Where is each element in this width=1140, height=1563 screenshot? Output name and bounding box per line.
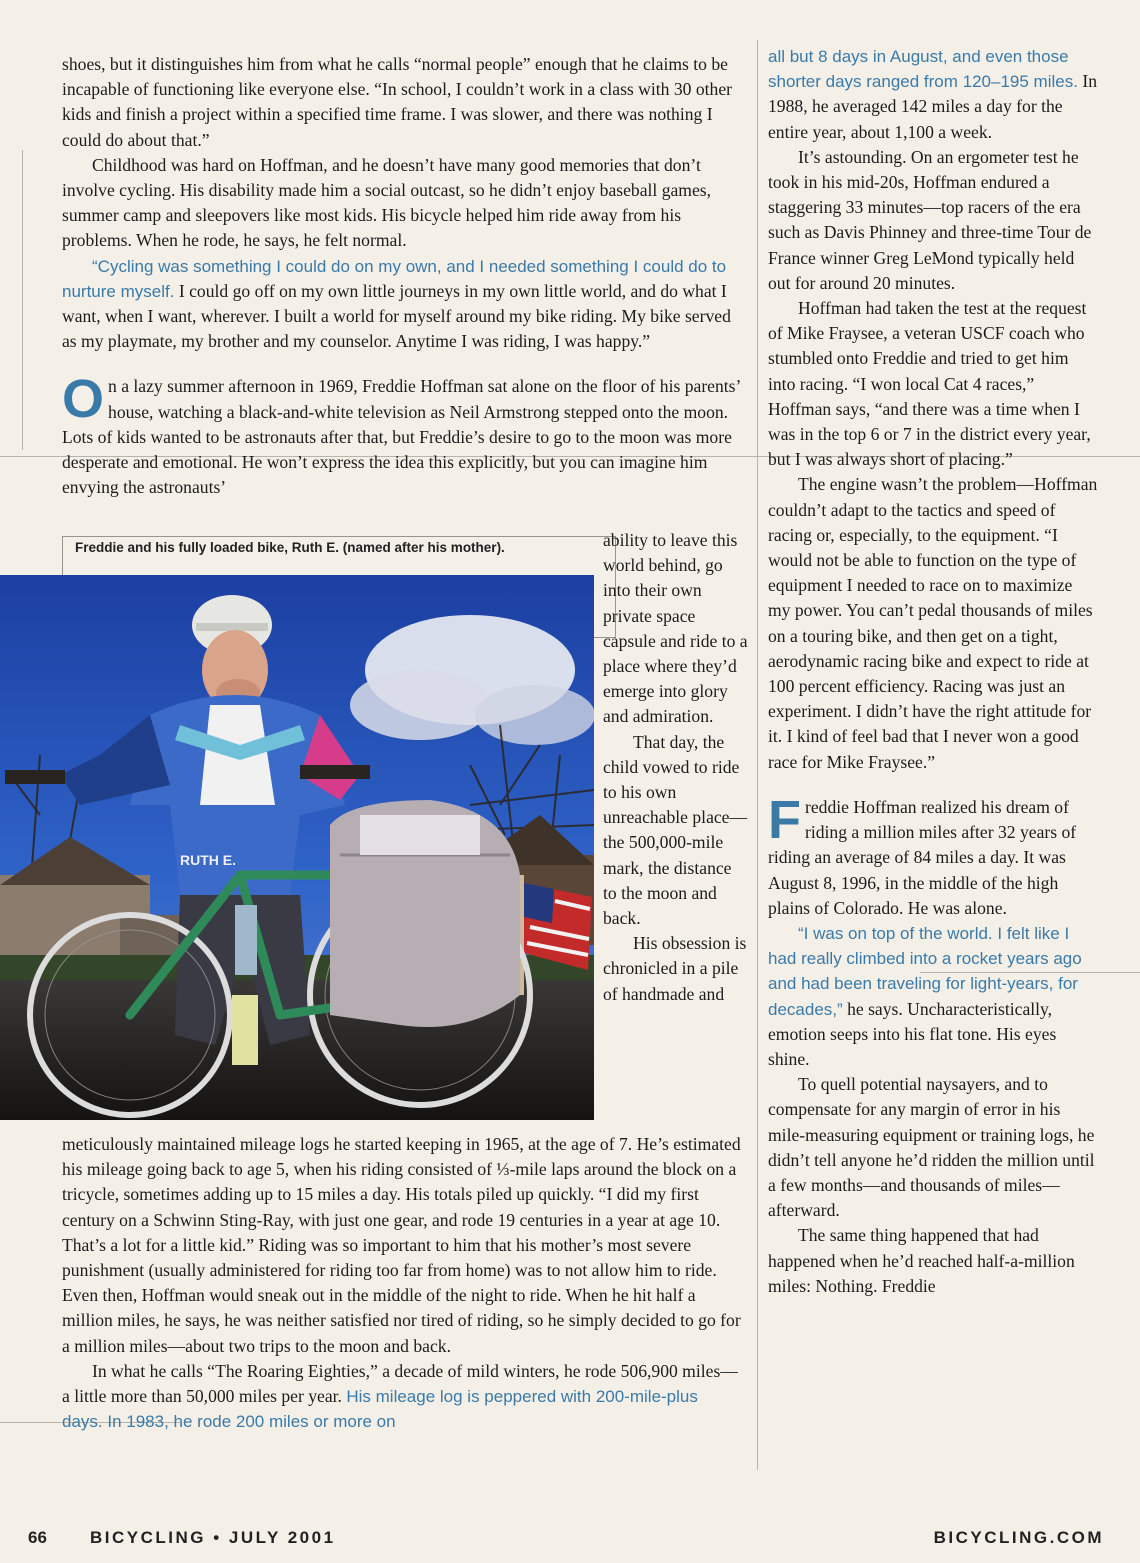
left-column — [62, 52, 742, 500]
bike-name-decal: RUTH E. — [180, 852, 236, 868]
page-number: 66 — [28, 1528, 47, 1547]
paragraph: Childhood was hard on Hoffman, and he doesn’t have many good memories that don’t involve cycling. His disability made him a social outcast, so he didn’t enjoy baseball games, summer camp and sleepovers like most kids. His bicycle helped him ride away from his problems. When he rode, he says, he felt normal. — [62, 154, 712, 251]
pull-quote: His mileage log is peppered with 200-mile-plus days. In 1983, he rode 200 miles or more on — [62, 1387, 698, 1432]
website-url: BICYCLING.COM — [933, 1528, 1104, 1547]
paragraph-text: I could go off on my own little journeys in my own little world, and do what I want, when I want, wherever. I built a world for myself around my bike riding. My bike served as my playmate, my brother and my counselor. Anytime I was riding, I was happy.” — [62, 280, 731, 352]
pull-quote: all but 8 days in August, and even those shorter days ranged from 120–195 miles. — [768, 47, 1078, 92]
drop-cap: O — [62, 369, 105, 430]
right-column — [768, 44, 1098, 1299]
paragraph-text: he says. Uncharacteristically, emotion seeps into his flat tone. His eyes shine. — [768, 998, 1057, 1069]
feature-photo — [0, 575, 594, 1120]
paragraph-text: n a lazy summer afternoon in 1969, Freddie Hoffman sat alone on the floor of his parents’ house, watching a black-and-white television as Neil Armstrong stepped onto the moon. Lots of kids wanted to be astronauts after that, but Freddie’s desire to go to the moon was more desperate and emotional. He won’t express the idea this explicitly, but you can imagine him envying the astronauts’ — [62, 376, 741, 498]
paragraph: His obsession is chronicled in a pile of handmade and — [603, 933, 747, 1004]
paragraph — [62, 254, 742, 355]
narrow-column — [603, 528, 748, 1007]
paragraph-text: reddie Hoffman realized his dream of riding a million miles after 32 years of riding an average of 84 miles a day. It was August 8, 1996, in the middle of the high plains of Colorado. He was alone. — [768, 796, 1077, 918]
paragraph — [768, 44, 1098, 145]
paragraph: The engine wasn’t the problem—Hoffman couldn’t adapt to the tactics and speed of racing or, especially, to the equipment. “I would not be able to function on the type of equipment I needed to race on to maximize my power. You can’t pedal thousands of miles on a touring bike, and then get on a tight, aerodynamic racing bike and expect to ride at 100 percent efficiency. Racing was just an experiment. I didn’t have the right attitude for it. I kind of feel bad that I never won a good race for Mike Fraysee.” — [768, 474, 1098, 772]
pull-quote: “I was on top of the world. I felt like I had really climbed into a rocket years ago and had been traveling for light-years, for decades,” — [768, 923, 1082, 1019]
paragraph — [62, 369, 742, 500]
paragraph: ability to leave this world behind, go into their own private space capsule and ride to a place where they’d emerge into glory and admiration. — [603, 530, 748, 727]
pull-quote: “Cycling was something I could do on my own, and I needed something I could do to nurture myself. — [62, 256, 727, 301]
photo-caption: Freddie and his fully loaded bike, Ruth E. (named after his mother). — [75, 540, 505, 555]
column-rule — [757, 40, 758, 1470]
bleed-line — [22, 150, 23, 450]
paragraph: Hoffman had taken the test at the request of Mike Fraysee, a veteran USCF coach who stumbled onto Freddie and tried to get him into racing. “I won local Cat 4 races,” Hoffman says, “and there was a time when I was in the top 6 or 7 in the district every year, but I was always short of placing.” — [768, 298, 1091, 470]
paragraph: To quell potential naysayers, and to compensate for any margin of error in his mile-measuring equipment or training logs, he didn’t tell anyone he’d ridden the million until a few months—and thousands of miles—afterward. — [768, 1074, 1095, 1221]
drop-cap: F — [768, 789, 801, 850]
magazine-issue: BICYCLING • JULY 2001 — [90, 1528, 336, 1547]
paragraph: That day, the child vowed to ride to his own unreachable place—the 500,000-mile mark, the distance to the moon and back. — [603, 731, 748, 929]
lower-text — [62, 1132, 742, 1434]
paragraph — [768, 789, 1098, 921]
paragraph-text: In 1988, he averaged 142 miles a day for the entire year, about 1,100 a week. — [768, 71, 1098, 142]
paragraph — [62, 1359, 742, 1435]
paragraph: The same thing happened that had happened when he’d reached half-a-million miles: Nothing. Freddie — [768, 1225, 1075, 1296]
paragraph: It’s astounding. On an ergometer test he took in his mid-20s, Hoffman endured a staggering 33 minutes—top racers of the era such as Davis Phinney and three-time Tour de France winner Greg LeMond typically held out for around 20 minutes. — [768, 146, 1092, 293]
paragraph: shoes, but it distinguishes him from what he calls “normal people” enough that he claims to be incapable of functioning like everyone else. “In school, I couldn’t work in a class with 30 other kids and finish a project within a specified time frame. I was slower, and there was nothing I could do about that.” — [62, 54, 732, 150]
paragraph: meticulously maintained mileage logs he started keeping in 1965, at the age of 7. He’s estimated his mileage going back to age 5, when his riding consisted of ⅓-mile laps around the block on a tricycle, sometimes adding up to 15 miles a day. His totals piled up quickly. “I did my first century on a Schwinn Sting-Ray, with just one gear, and rode 19 centuries in a year at age 10. That’s a lot for a little kid.” Riding was so important to him that his mother’s most severe punishment (usually administered for riding too far from home) was to not allow him to ride. Even then, Hoffman would sneak out in the middle of the night to ride. When he hit half a million miles, he says, he was neither satisfied nor tired of riding, so he simply decided to go for a million miles—about two trips to the moon and back. — [62, 1134, 741, 1356]
paragraph — [768, 921, 1098, 1072]
paragraph-text: In what he calls “The Roaring Eighties,” a decade of mild winters, he rode 506,900 miles—a little more than 50,000 miles per year. — [62, 1360, 738, 1407]
